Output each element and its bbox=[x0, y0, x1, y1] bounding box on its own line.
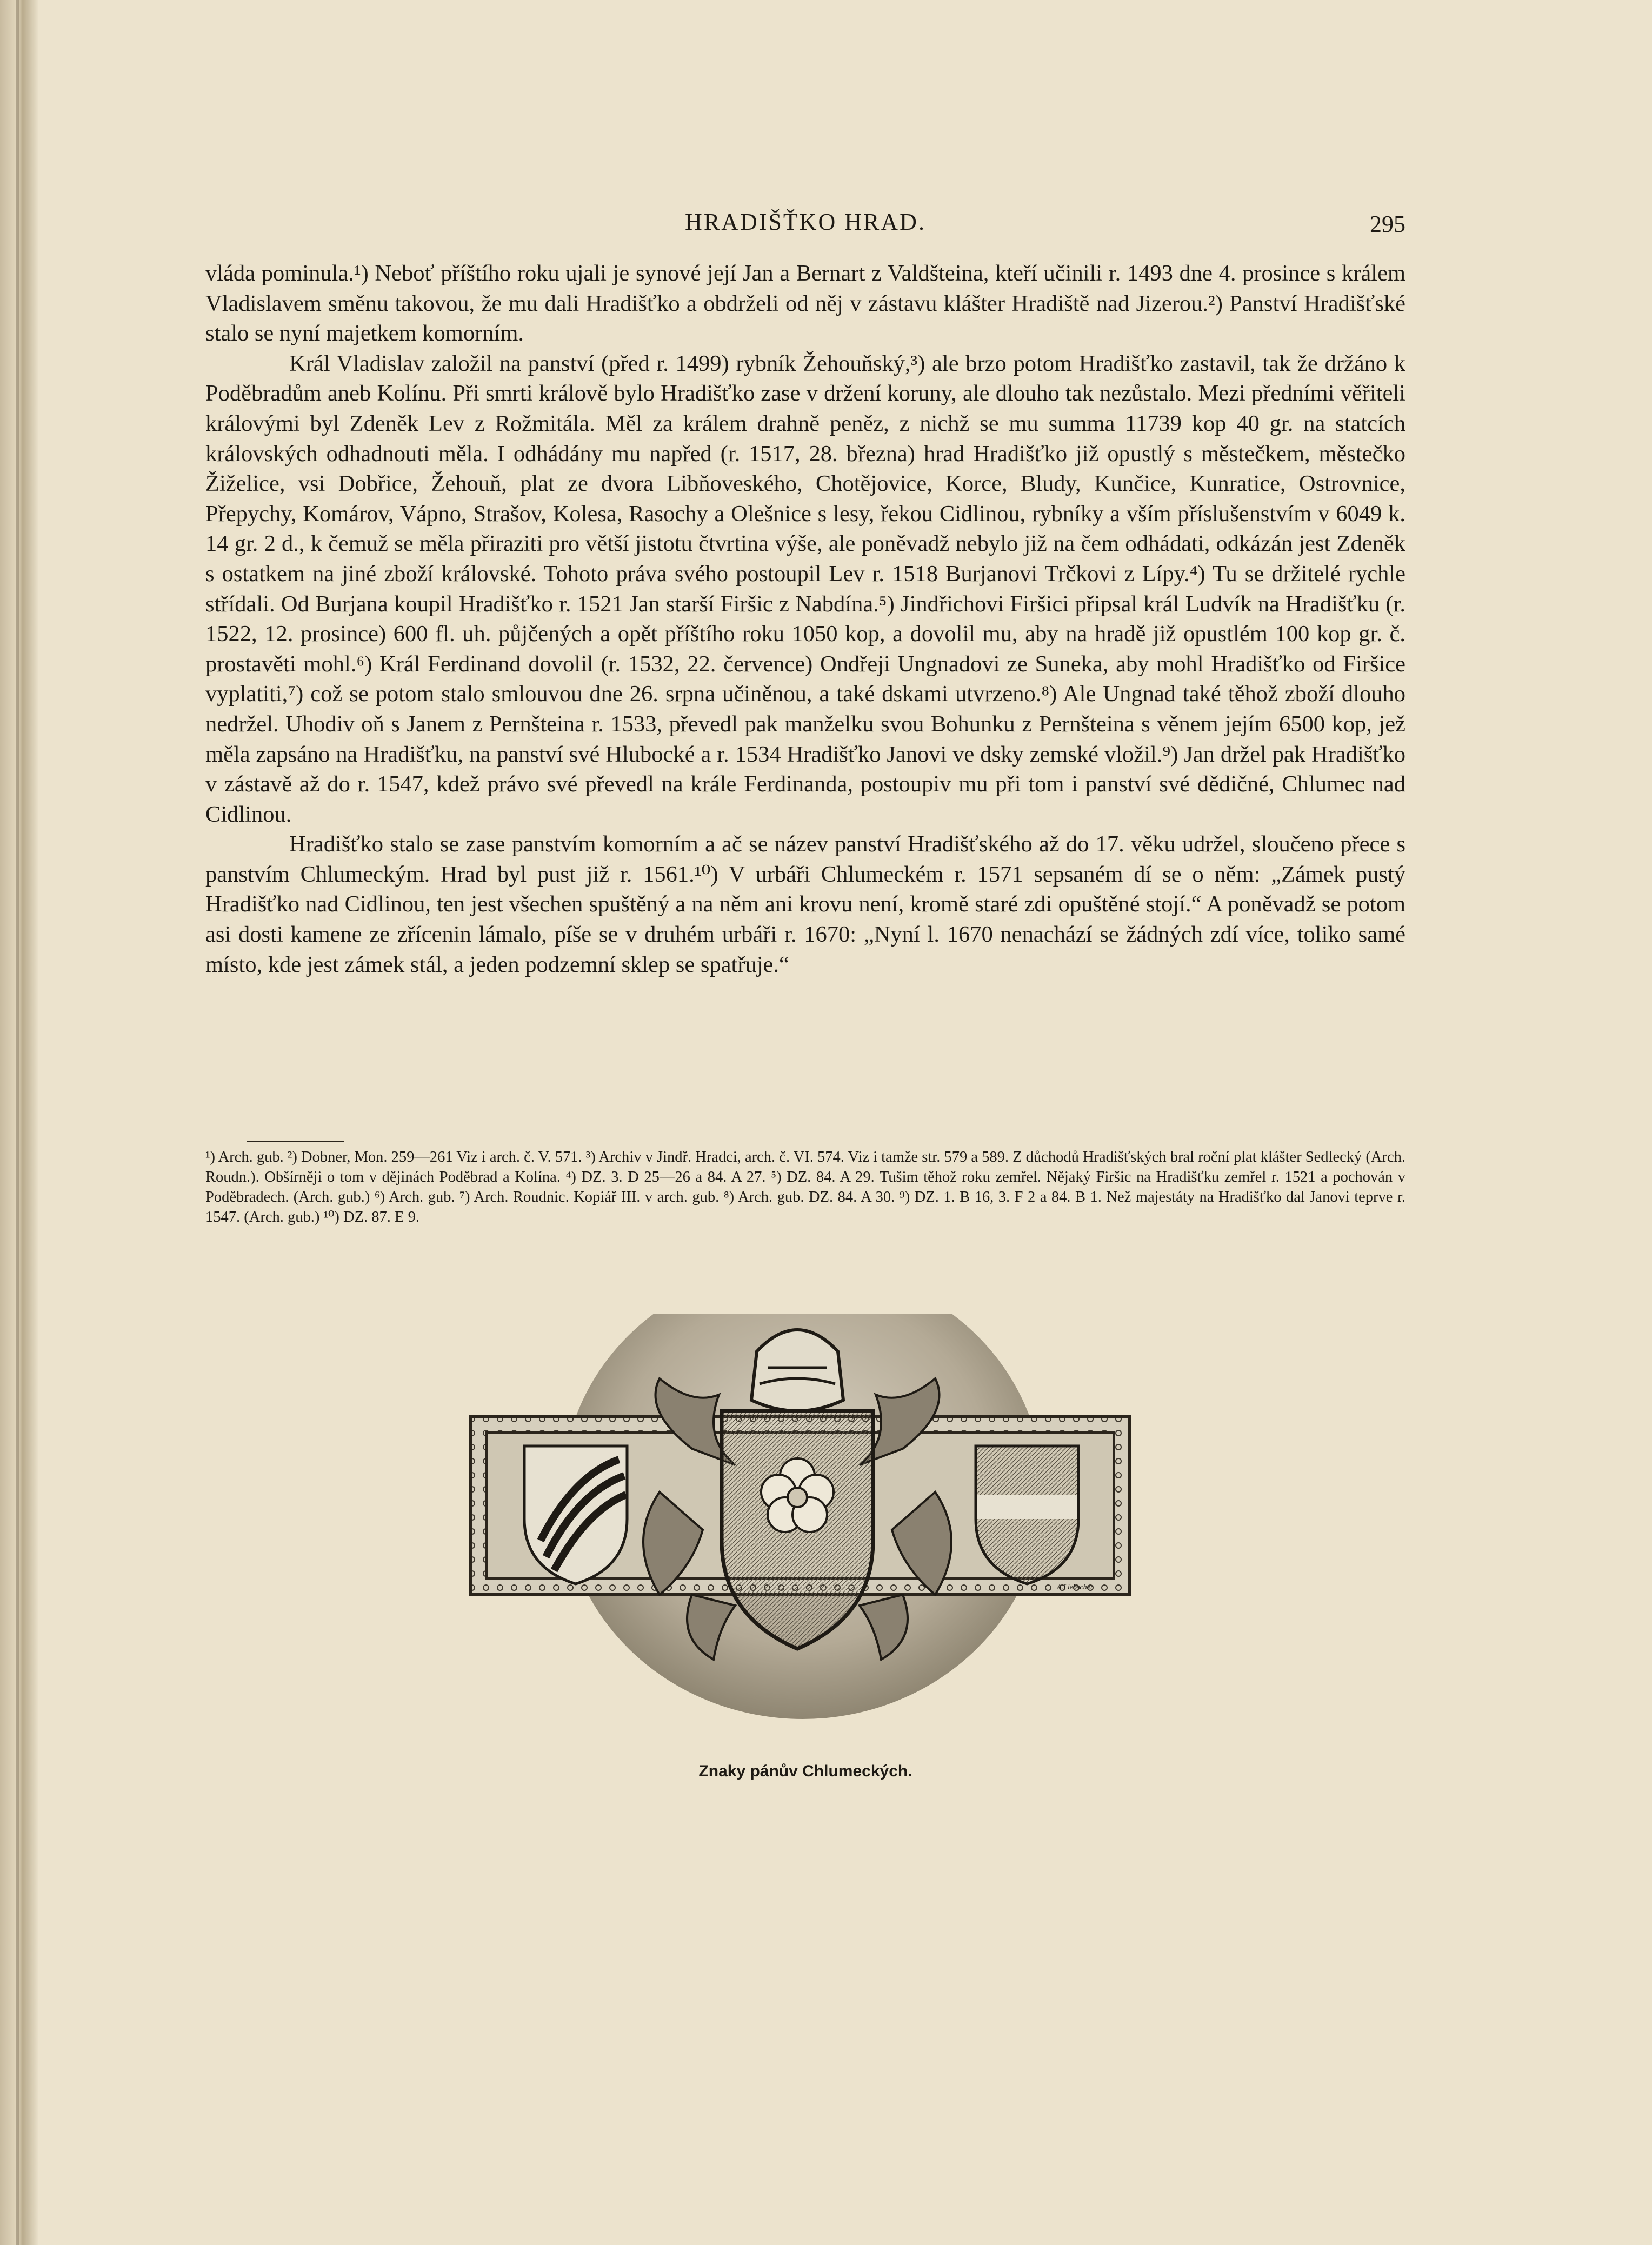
paragraph-3: Hradišťko stalo se zase panstvím komorním a ač se název panství Hradišťského až do 17. věku udržel, sloučeno přece s panstvím Chlumeckým. Hrad byl pust již r. 1561.¹⁰) V urbáři Chlumeckém r. 1571 sepsaném dí se o něm: „Zámek pustý Hradišťko nad Cidlinou, ten jest všechen spuštěný a na něm ani krovu není, kromě staré zdi opuštěné stojí.“ A poněvadž se potom asi dosti kamene ze zřícenin lámalo, píše se v druhém urbáři r. 1670: „Nyní l. 1670 nenachází se žádných zdí více, toliko samé místo, kde jest zámek stál, a jeden podzemní sklep se spatřuje.“ bbox=[205, 831, 1405, 977]
main-text bbox=[205, 258, 1405, 980]
central-shield bbox=[722, 1411, 873, 1649]
paragraph-2: Král Vladislav založil na panství (před r. 1499) rybník Žehouňský,³) ale brzo potom Hradišťko zastavil, tak že držáno k Poděbradům aneb Kolínu. Při smrti králově bylo Hradišťko zase v držení koruny, ale dlouho tak nezůstalo. Mezi předními věřiteli královými byl Zdeněk Lev z Rožmitála. Měl za králem drahně peněz, z nichž se mu summa 11739 kop 40 gr. na statcích královských odhadnouti měla. I odhádány mu napřed (r. 1517, 28. března) hrad Hradišťko již opustlý s městečkem, městečko Žiželice, vsi Dobřice, Žehouň, plat ze dvora Libňoveského, Chotějovice, Korce, Bludy, Kunčice, Kunratice, Ostrovnice, Přepychy, Komárov, Vápno, Strašov, Kolesa, Rasochy a Olešnice s lesy, řekou Cidlinou, rybníky a vším příslušenstvím v 6049 k. 14 gr. 2 d., k čemuž se měla přiraziti pro větší jistotu čtvrtina výše, ale poněvadž nebylo již na čem odhádati, odkázán jest Zdeněk s ostatkem na jiné zboží královské. Tohoto práva svého postoupil Lev r. 1518 Burjanovi Trčkovi z Lípy.⁴) Tu se držitelé rychle střídali. Od Burjana koupil Hradišťko r. 1521 Jan starší Firšic z Nabdína.⁵) Jindřichovi Firšici připsal král Ludvík na Hradišťku (r. 1522, 12. prosince) 600 fl. uh. půjčených a opět příštího roku 1050 kop, a dovolil mu, aby na hradě již opustlém 100 kop gr. č. prostavěti mohl.⁶) Král Ferdinand dovolil (r. 1532, 22. července) Ondřeji Ungnadovi ze Suneka, aby mohl Hradišťko od Firšice vyplatiti,⁷) což se potom stalo smlouvou dne 26. srpna učiněnou, a také dskami utvrzeno.⁸) Ale Ungnad také těhož zboží dlouho nedržel. Uhodiv oň s Janem z Pernšteina r. 1533, převedl pak manželku svou Bohunku z Pernšteina s věnem jejím 6500 kop, jež měla zapsáno na Hradišťku, na panství své Hlubocké a r. 1534 Hradišťko Janovi ve dsky zemské vložil.⁹) Jan držel pak Hradišťko v zástavě až do r. 1547, kdež právo své převedl na krále Ferdinanda, postoupiv mu při tom i panství své dědičné, Chlumec nad Cidlinou. bbox=[205, 350, 1405, 827]
figure-caption: Znaky pánův Chlumeckých. bbox=[698, 1762, 912, 1780]
engraver-signature: A.Liebscher bbox=[1057, 1583, 1094, 1591]
left-shield bbox=[524, 1446, 627, 1584]
footnotes bbox=[205, 1147, 1405, 1227]
running-title: HRADIŠŤKO HRAD. bbox=[685, 209, 926, 235]
footnote-text: ¹) Arch. gub. ²) Dobner, Mon. 259—261 Viz i arch. č. V. 571. ³) Archiv v Jindř. Hradci, arch. č. VI. 574. Viz i tamže str. 579 a 589. Z důchodů Hradišťských bral roční plat klášter Sedlecký (Arch. Roudn.). Obšírněji o tom v dějinách Poděbrad a Kolína. ⁴) DZ. 3. D 25—26 a 84. A 27. ⁵) DZ. 84. A 29. Tušim těhož roku zemřel. Nějaký Firšic na Hradišťku zemřel r. 1521 a pochován v Poděbradech. (Arch. gub.) ⁶) Arch. gub. ⁷) Arch. Roudnic. Kopiář III. v arch. gub. ⁸) Arch. gub. DZ. 84. A 30. ⁹) DZ. 1. B 16, 3. F 2 a 84. B 1. Než majestáty na Hradišťko dal Janovi teprve r. 1547. (Arch. gub.) ¹⁰) DZ. 87. E 9. bbox=[205, 1149, 1405, 1225]
heraldry-engraving bbox=[465, 1314, 1135, 1724]
page-number: 295 bbox=[1370, 211, 1405, 237]
page-header bbox=[205, 208, 1405, 246]
paragraph-1: vláda pominula.¹) Neboť příštího roku ujali je synové její Jan a Bernart z Valdšteina, kteří učinili r. 1493 dne 4. prosince s králem Vladislavem směnu takovou, že mu dali Hradišťko a obdrželi od něj v zástavu klášter Hradiště nad Jizerou.²) Panství Hradišťské stalo se nyní majetkem komorním. bbox=[205, 261, 1405, 347]
book-spine bbox=[0, 0, 38, 2245]
spine-fold bbox=[16, 0, 19, 2245]
coat-of-arms-illustration bbox=[465, 1314, 1135, 1724]
right-shield bbox=[976, 1446, 1078, 1584]
helmet bbox=[751, 1330, 843, 1411]
footnote-rule bbox=[247, 1141, 344, 1142]
